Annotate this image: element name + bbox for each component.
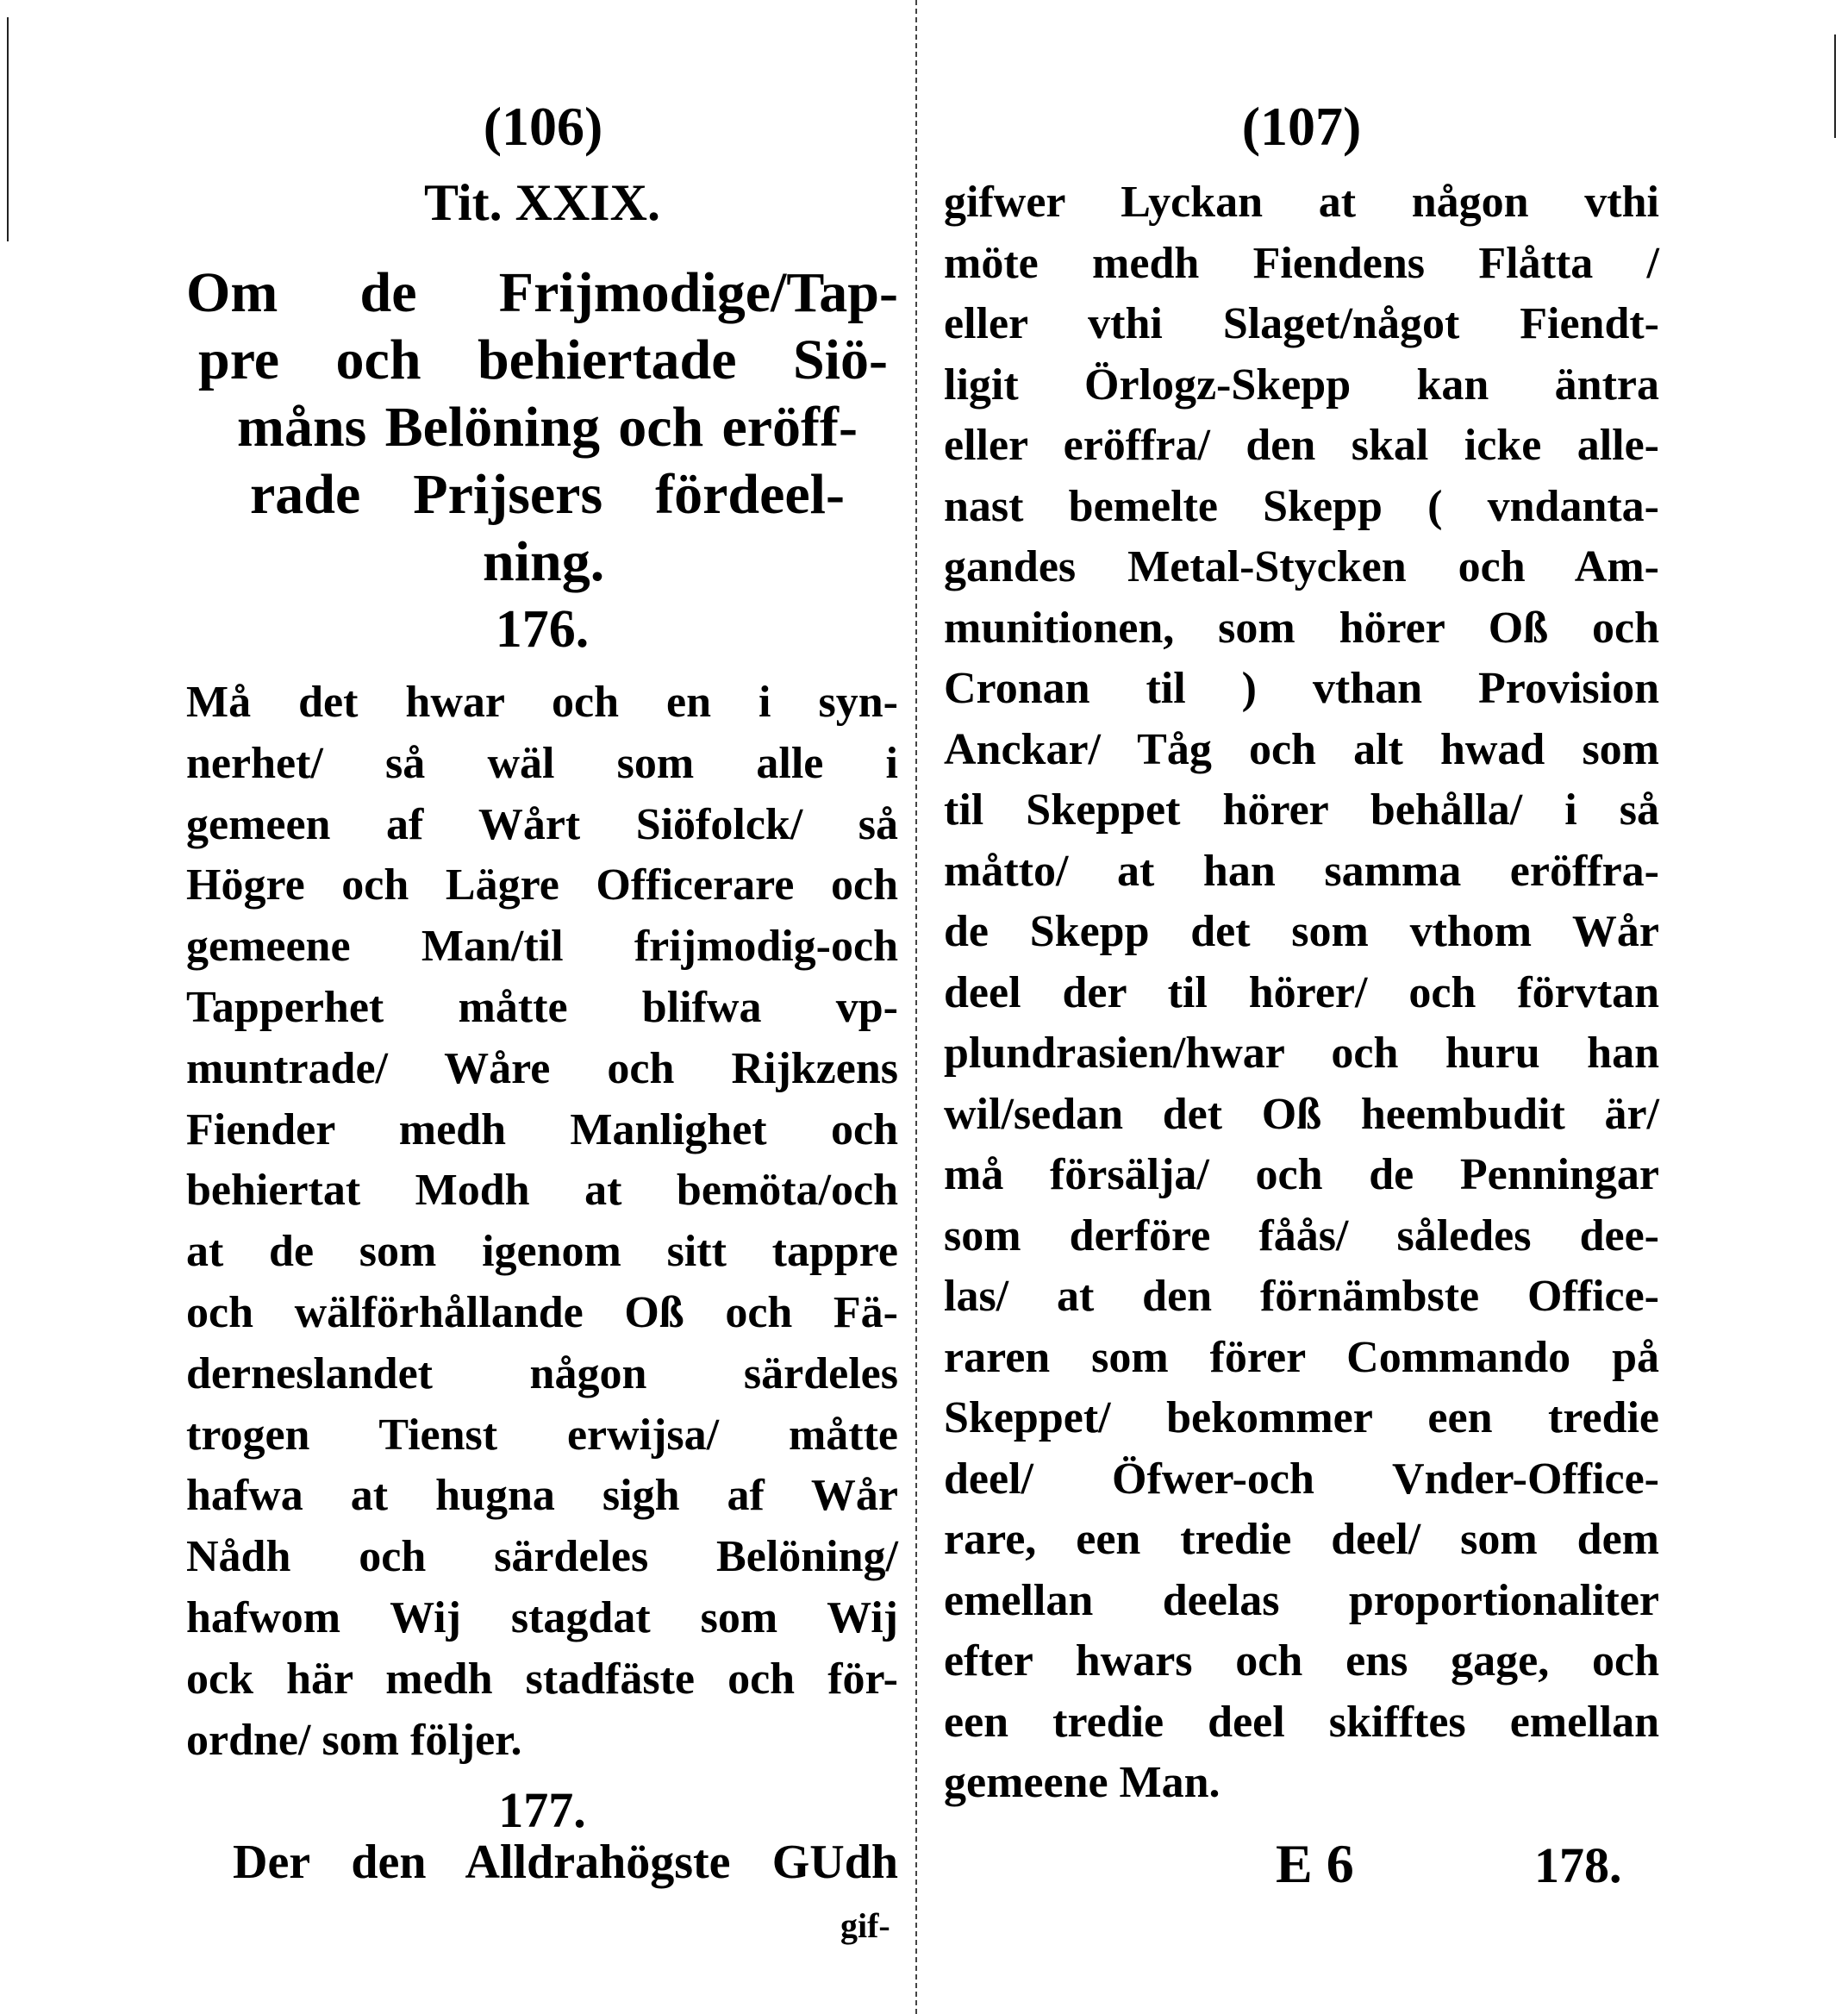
heading-line: måns Belöning och eröff- — [237, 396, 858, 459]
body-line-left: muntrade/ Wåre och Rijkzens — [186, 1043, 898, 1093]
body-line-right: deel der til hörer/ och förvtan — [944, 967, 1659, 1017]
body-line-right: måtto/ at han samma eröffra- — [944, 846, 1659, 896]
signature-mark: E 6 — [1276, 1833, 1354, 1894]
page-number-right: (107) — [1241, 96, 1362, 157]
left-scan-edge — [7, 17, 9, 241]
catchword-left: gif- — [840, 1906, 890, 1945]
body-line-right: las/ at den förnämbste Office- — [944, 1272, 1659, 1321]
body-line-right: ligit Örlogz-Skepp kan äntra — [944, 360, 1659, 410]
body-line-left: at de som igenom sitt tappre — [186, 1227, 898, 1277]
body-line-right: raren som förer Commando på — [944, 1332, 1659, 1382]
body-line-right: rare, een tredie deel/ som dem — [944, 1515, 1659, 1564]
body-line-left: nerhet/ så wäl som alle i — [186, 738, 898, 788]
section-177-first-line: Der den Alldrahögste GUdh — [233, 1836, 898, 1889]
body-line-right: gifwer Lyckan at någon vthi — [944, 178, 1659, 227]
body-line-right: efter hwars och ens gage, och — [944, 1636, 1659, 1686]
body-line-left: ordne/ som följer. — [186, 1715, 522, 1765]
section-number-177: 177. — [498, 1782, 586, 1838]
body-line-left: gemeen af Wårt Siöfolck/ så — [186, 799, 898, 849]
body-line-right: wil/sedan det Oß heembudit är/ — [944, 1089, 1659, 1139]
body-line-right: til Skeppet hörer behålla/ i så — [944, 785, 1659, 835]
body-line-left: och wälförhållande Oß och Fä- — [186, 1288, 898, 1337]
body-line-left: Tapperhet måtte blifwa vp- — [186, 983, 898, 1032]
body-line-left: trogen Tienst erwijsa/ måtte — [186, 1410, 898, 1460]
right-scan-edge — [1834, 34, 1836, 138]
body-line-right: plundrasien/hwar och huru han — [944, 1029, 1659, 1078]
section-number-176: 176. — [495, 600, 590, 659]
body-line-right: eller vthi Slaget/något Fiendt- — [944, 299, 1659, 348]
body-line-right: möte medh Fiendens Flåtta / — [944, 238, 1659, 288]
body-line-right: nast bemelte Skepp ( vndanta- — [944, 481, 1659, 531]
body-line-right: een tredie deel skifftes emellan — [944, 1697, 1659, 1747]
body-line-right: Cronan til ) vthan Provision — [944, 664, 1659, 713]
body-line-right: som derföre fåås/ således dee- — [944, 1210, 1659, 1260]
body-line-right: gandes Metal-Stycken och Am- — [944, 542, 1659, 591]
body-line-right: Skeppet/ bekommer een tredie — [944, 1393, 1659, 1442]
page-number-left: (106) — [483, 96, 603, 157]
body-line-right: Anckar/ Tåg och alt hwad som — [944, 724, 1659, 774]
body-line-right: eller eröffra/ den skal icke alle- — [944, 421, 1659, 470]
body-line-left: Nådh och särdeles Belöning/ — [186, 1532, 898, 1582]
body-line-left: hafwom Wij stagdat som Wij — [186, 1593, 898, 1642]
body-line-left: gemeene Man/til frijmodig-och — [186, 922, 898, 972]
body-line-left: Fiender medh Manlighet och — [186, 1104, 898, 1154]
body-line-right: deel/ Öfwer-och Vnder-Office- — [944, 1454, 1659, 1504]
body-line-left: hafwa at hugna sigh af Wår — [186, 1471, 898, 1521]
body-line-right: munitionen, som hörer Oß och — [944, 603, 1659, 653]
body-line-left: Må det hwar och en i syn- — [186, 678, 898, 727]
title-number: Tit. XXIX. — [424, 174, 660, 231]
body-line-right: de Skepp det som vthom Wår — [944, 907, 1659, 956]
heading-line: pre och behiertade Siö- — [198, 328, 888, 391]
body-line-left: behiertat Modh at bemöta/och — [186, 1166, 898, 1216]
heading-line: rade Prijsers fördeel- — [250, 463, 845, 526]
body-line-right: må försälja/ och de Penningar — [944, 1150, 1659, 1199]
catchword-right: 178. — [1534, 1837, 1622, 1893]
body-line-left: Högre och Lägre Officerare och — [186, 860, 898, 910]
heading-line: ning. — [483, 530, 605, 593]
body-line-right: emellan deelas proportionaliter — [944, 1575, 1659, 1625]
body-line-right: gemeene Man. — [944, 1758, 1221, 1807]
page-gutter-divider — [915, 0, 917, 2014]
body-line-left: derneslandet någon särdeles — [186, 1348, 898, 1398]
body-line-left: ock här medh stadfäste och för- — [186, 1654, 898, 1704]
heading-line: Om de Frijmodige/Tap- — [186, 261, 898, 324]
